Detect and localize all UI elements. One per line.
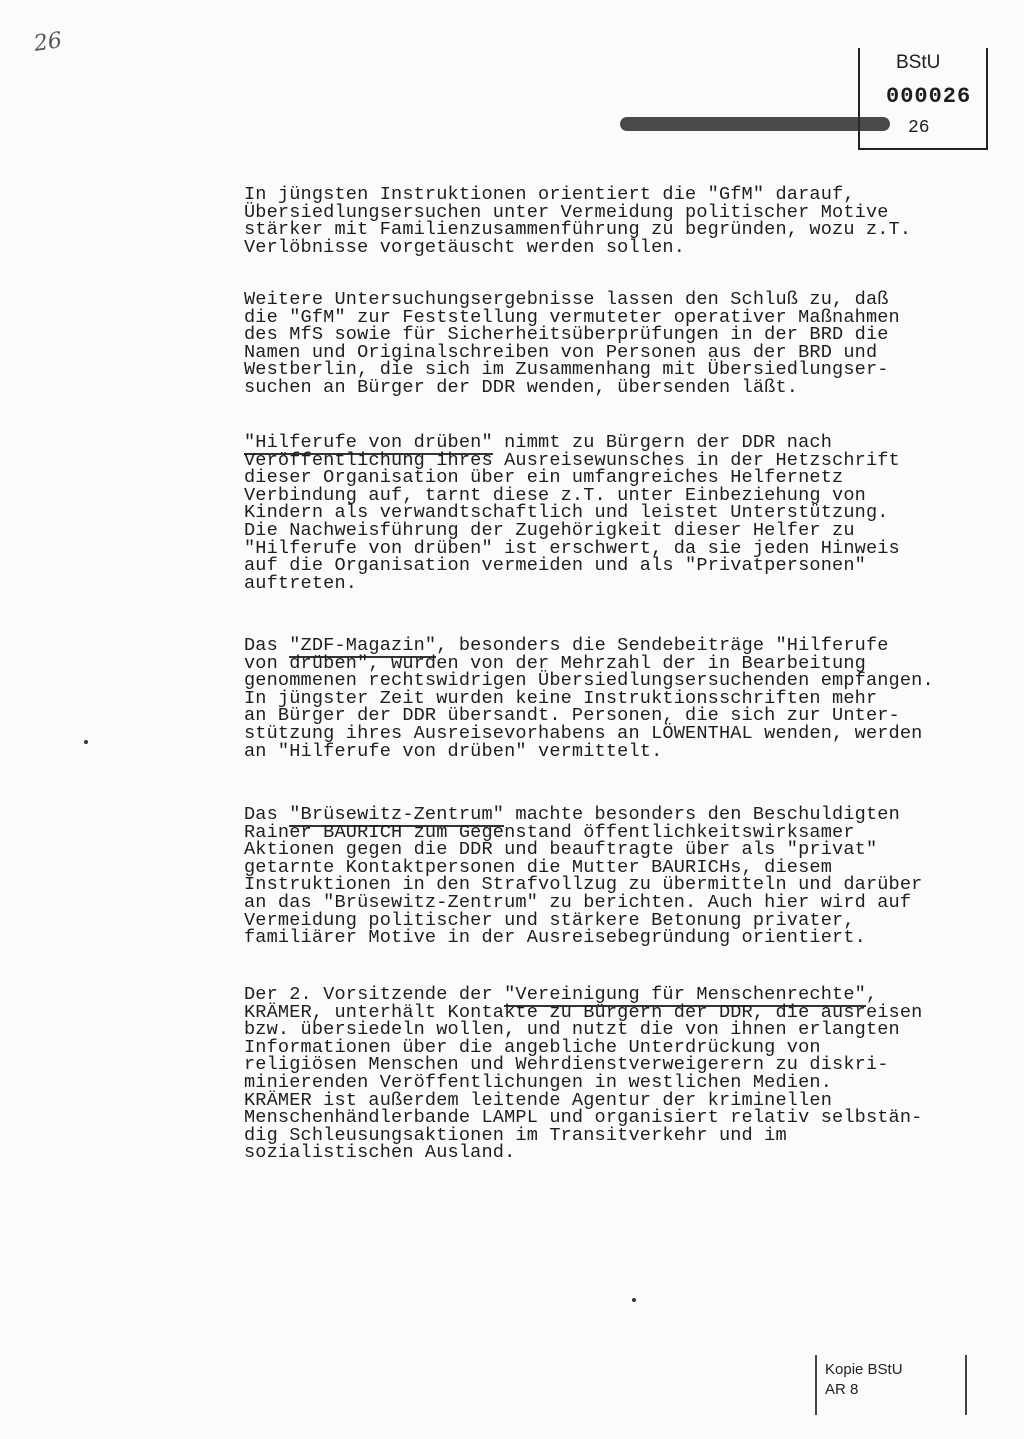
text-line: In jüngsten Instruktionen orientiert die "GfM" darauf, xyxy=(244,184,855,205)
paragraph-2 xyxy=(244,291,992,397)
text-line: auftreten. xyxy=(244,572,358,594)
text-line: Aktionen gegen die DDR und beauftragte über als "privat" xyxy=(244,839,878,861)
text-line: Instruktionen in den Strafvollzug zu übermitteln und darüber xyxy=(244,874,923,896)
copy-stamp xyxy=(815,1355,967,1415)
text-line: Westberlin, die sich im Zusammenhang mit Übersiedlungser- xyxy=(244,359,889,381)
text-line: familiärer Motive in der Ausreisebegründung orientiert. xyxy=(244,927,866,949)
underlined-organization: "Vereinigung für Menschenrechte" xyxy=(504,984,866,1005)
text-line: Kindern als verwandtschaftlich und leistet Unterstützung. xyxy=(244,502,889,524)
text-line: Die Nachweisführung der Zugehörigkeit dieser Helfer zu xyxy=(244,519,855,541)
text-line: minierenden Veröffentlichungen in westlichen Medien. xyxy=(244,1071,833,1093)
text-line: stärker mit Familienzusammenführung zu begründen, wozu z.T. xyxy=(244,219,912,241)
text-line: Weitere Untersuchungsergebnisse lassen den Schluß zu, daß xyxy=(244,289,889,310)
text-line: Übersiedlungsersuchen unter Vermeidung politischer Motive xyxy=(244,201,889,223)
archive-stamp xyxy=(858,48,988,150)
text-line: KRÄMER ist außerdem leitende Agentur der kriminellen xyxy=(244,1089,833,1111)
text-line: an das "Brüsewitz-Zentrum" zu berichten. Auch hier wird auf xyxy=(244,891,912,913)
text-line: suchen an Bürger der DDR wenden, übersenden läßt. xyxy=(244,376,799,398)
text-line: In jüngster Zeit wurden keine Instruktionsschriften mehr xyxy=(244,687,878,709)
copy-stamp-line-1: Kopie BStU xyxy=(825,1361,903,1378)
text-line: die "GfM" zur Feststellung vermuteter operativer Maßnahmen xyxy=(244,306,900,328)
text-line: Menschenhändlerbande LAMPL und organisiert relativ selbstän- xyxy=(244,1107,923,1129)
paragraph-1 xyxy=(244,186,992,256)
text-fragment: , besonders die Sendebeiträge "Hilferufe xyxy=(436,635,889,656)
text-line: Vermeidung politischer und stärkere Betonung privater, xyxy=(244,909,855,931)
text-line: sozialistischen Ausland. xyxy=(244,1142,516,1164)
text-line: dig Schleusungsaktionen im Transitverkehr und im xyxy=(244,1124,787,1146)
text-line: bzw. übersiedeln wollen, und nutzt die von ihnen erlangten xyxy=(244,1019,900,1041)
underlined-organization: "Hilferufe von drüben" xyxy=(244,432,493,453)
text-line: Verbindung auf, tarnt diese z.T. unter Einbeziehung von xyxy=(244,484,866,506)
stamp-page-number: 26 xyxy=(908,118,930,138)
text-line: an Bürger der DDR übersandt. Personen, die sich zur Unter- xyxy=(244,705,900,727)
underlined-organization: "ZDF-Magazin" xyxy=(289,635,437,656)
text-line: KRÄMER, unterhält Kontakte zu Bürgern der DDR, die ausreisen xyxy=(244,1001,923,1023)
text-line: Rainer BAURICH zum Gegenstand öffentlichkeitswirksamer xyxy=(244,821,855,843)
text-line: Verlöbnisse vorgetäuscht werden sollen. xyxy=(244,236,686,258)
paragraph-4 xyxy=(244,637,992,760)
text-line: getarnte Kontaktpersonen die Mutter BAURICHs, diesem xyxy=(244,856,833,878)
text-fragment: Das xyxy=(244,635,290,656)
scan-speck xyxy=(632,1298,636,1302)
text-line: religiösen Menschen und Wehrdienstverweigerern zu diskri- xyxy=(244,1054,889,1076)
text-line: auf die Organisation vermeiden und als "Privatpersonen" xyxy=(244,555,866,577)
paragraph-3 xyxy=(244,434,992,592)
paragraph-5 xyxy=(244,806,992,947)
text-fragment: Der 2. Vorsitzende der xyxy=(244,984,505,1005)
text-line: "Hilferufe von drüben" ist erschwert, da sie jeden Hinweis xyxy=(244,537,900,559)
paragraph-6 xyxy=(244,986,992,1162)
text-line: Veröffentlichung ihres Ausreisewunsches in der Hetzschrift xyxy=(244,449,900,471)
text-line: stützung ihres Ausreisevorhabens an LÖWENTHAL wenden, werden xyxy=(244,722,923,744)
underlined-organization: "Brüsewitz-Zentrum" xyxy=(289,804,505,825)
text-line: genommenen rechtswidrigen Übersiedlungsersuchenden empfangen. xyxy=(244,670,934,692)
stamp-org: BStU xyxy=(896,52,941,73)
text-fragment: , xyxy=(865,984,878,1005)
text-line: an "Hilferufe von drüben" vermittelt. xyxy=(244,740,663,762)
stamp-archive-number: 000026 xyxy=(886,84,972,109)
handwritten-page-number: 26 xyxy=(32,28,64,57)
redaction-bar xyxy=(620,117,890,131)
text-line: Namen und Originalschreiben von Personen aus der BRD und xyxy=(244,341,878,363)
copy-stamp-line-2: AR 8 xyxy=(825,1381,859,1398)
scan-speck xyxy=(84,740,88,744)
text-line: von drüben", wurden von der Mehrzahl der in Bearbeitung xyxy=(244,652,866,674)
text-fragment: Das xyxy=(244,804,290,825)
text-fragment: nimmt zu Bürgern der DDR nach xyxy=(492,432,833,453)
text-line: des MfS sowie für Sicherheitsüberprüfungen in der BRD die xyxy=(244,324,889,346)
text-line: Informationen über die angebliche Unterdrückung von xyxy=(244,1036,821,1058)
text-fragment: machte besonders den Beschuldigten xyxy=(504,804,900,825)
text-line: dieser Organisation über ein umfangreiches Helfernetz xyxy=(244,467,844,489)
